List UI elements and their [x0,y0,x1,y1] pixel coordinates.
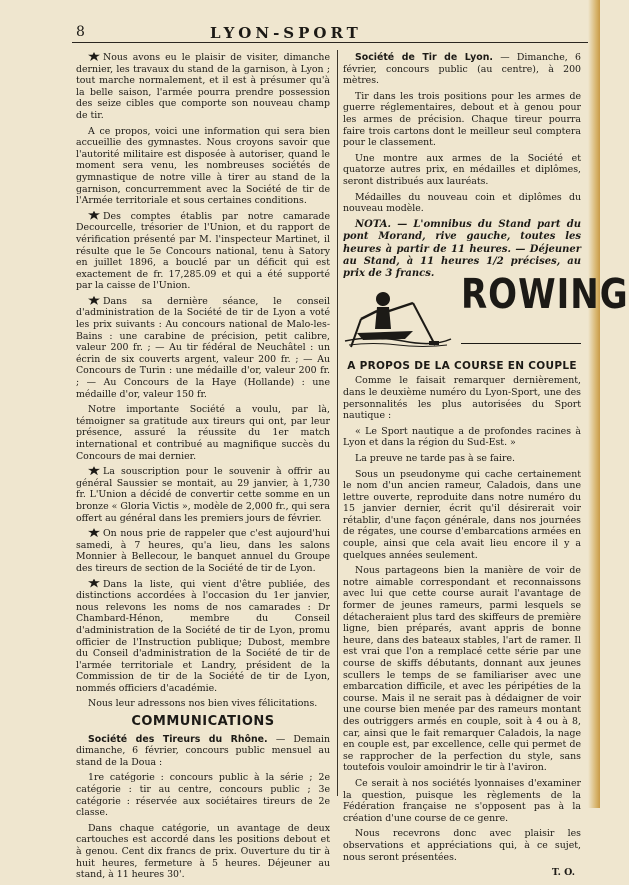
paragraph: Notre importante Société a voulu, par là, témoigner sa gratitude aux tireurs qui ont, par leur présence, assuré la réussite du 1er match international et contribué au magnifique succès du Concours de mai dernier. [76,404,330,462]
fleuron-icon [88,466,100,475]
journal-title: LYON-SPORT [210,24,362,42]
paragraph: Dans la liste, qui vient d'être publiée, des distinctions accordées à l'occasion du 1er janvier, nous relevons les noms de nos camarades : Dr Chambard-Hénon, membre du Conseil d'administration de la Société de tir de Lyon, promu officier de l'Instruction publique; Dubost, membre du Conseil d'administration de la Société de tir de l'armée territoriale et Landry, président de la Commission de tir de la Société de tir de Lyon, nommés officiers d'académie. [76,578,330,694]
fleuron-icon [88,211,100,220]
header-rule [72,42,588,43]
fleuron-icon [88,52,100,61]
rowing-banner [343,270,629,355]
paragraph: Nous avons eu le plaisir de visiter, dimanche dernier, les travaux du stand de la garnison, à Lyon ; tout marche normalement, et il est à présumer qu'à la belle saison, l'armée pourra prendre possession des seize cibles que comporte son nouveau champ de tir. [76,52,330,121]
rowing-rule [461,343,581,344]
paragraph: 1re catégorie : concours public à la série ; 2e catégorie : tir au centre, concours public ; 3e catégorie : réservée aux sociétaires tireurs de 2e classe. [76,772,330,819]
rowing-title: ROWING [461,270,629,319]
paragraph: Nous recevrons donc avec plaisir les observations et appréciations qui, à ce sujet, nous seront présentées. [343,828,581,863]
paragraph: Société de Tir de Lyon. — Dimanche, 6 février, concours public (au centre), à 200 mètres. [343,52,581,87]
paragraph: On nous prie de rappeler que c'est aujourd'hui samedi, à 7 heures, qu'a lieu, dans les salons Monnier à Bellecour, le banquet annuel du Groupe des tireurs de section de la Société de tir de Lyon. [76,528,330,574]
fleuron-icon [88,296,100,305]
paragraph: Nous leur adressons nos bien vives félicitations. [88,698,318,710]
paragraph: Médailles du nouveau coin et diplômes du nouveau modèle. [343,191,581,215]
article-signature: T. O. [551,867,575,879]
fleuron-icon [88,528,100,537]
left-column [76,52,330,885]
paragraph: Tir dans les trois positions pour les armes de guerre réglementaires, debout et à genou pour les armes de précision. Chaque tireur pourra faire trois cartons dont le meilleur seul comptera pour le classement. [343,90,581,149]
page-number: 8 [76,24,85,40]
paragraph: La preuve ne tarde pas à se faire. [355,452,515,464]
paragraph: Nous partageons bien la manière de voir de notre aimable correspondant et reconnaissons avec lui que cette course aurait l'avantage de former de jeunes rameurs, parmi lesquels se détacheraient plus tard des skiffeurs de première ligne, bien préparés, avant appris de bonne heure, dans des bateaux stables, l'art de ramer. Il est vrai que l'on a remplacé cette série par une course de skiffs débutants, donnant aux jeunes scullers le temps de se familiariser avec une embarcation difficile, et avec les péripéties de la course. Mais il ne serait pas à dédaigner de voir une course bien menée par des rameurs montant des outriggers armés en couple, soit à 4 ou à 8, car, ainsi que le fait remarquer Caladois, la nage en couple est, par excellence, celle qui permet de se rapprocher de la perfection du style, sans toutefois vouloir amoindrir le tir à l'aviron. [343,565,581,774]
paragraph: Une montre aux armes de la Société et quatorze autres prix, en médailles et diplômes, seront distribués aux lauréats. [343,152,581,187]
rower-illustration-icon [343,285,453,349]
paragraph: La souscription pour le souvenir à offrir au général Saussier se montait, au 29 janvier, à 1,730 fr. L'Union a décidé de convertir cette somme en un bronze « Gloria Victis », modèle de 2,000 fr., qui sera offert au général dans les premiers jours de février. [76,466,330,524]
paragraph: Sous un pseudonyme qui cache certainement le nom d'un ancien rameur, Caladois, dans une lettre ouverte, reproduite dans notre numéro du 15 janvier dernier, écrit qu'il désirerait voir rétablir, d'une façon générale, dans nos journées de régates, une course d'embarcations armées en couple, ainsi que cela avait lieu encore il y a quelques années seulement. [343,468,581,561]
society-title: Société des Tireurs du Rhône. [88,733,268,745]
paragraph: Comme le faisait remarquer dernièrement, dans le deuxième numéro du Lyon-Sport, une des personnalités les plus autorisées du Sport nautique : [343,375,581,422]
page-edge [588,0,600,808]
paragraph: Dans chaque catégorie, un avantage de deux cartouches est accordé dans les positions debout et à genou. Cent dix francs de prix. Ouverture du tir à huit heures, fermeture à 5 heures. Déjeuner au stand, à 11 heures 30'. [76,822,330,881]
nota-notice: NOTA. — L'omnibus du Stand part du pont Morand, rive gauche, toutes les heures à partir de 11 heures. — Déjeuner au Stand, à 11 heures 1/2 précises, au prix de 3 francs. [343,218,581,280]
paragraph: « Le Sport nautique a de profondes racines à Lyon et dans la région du Sud-Est. » [343,425,581,449]
right-column [343,52,629,879]
paragraph: Ce serait à nos sociétés lyonnaises d'examiner la question, puisque les règlements de la Fédération française ne s'opposent pas à la création d'une course de ce genre. [343,777,581,824]
paragraph: Dans sa dernière séance, le conseil d'administration de la Société de tir de Lyon a voté les prix suivants : Au concours national de Malo-les-Bains : une carabine de précision, petit calibre, valeur 200 fr. ; — Au tir fédéral de Neuchâtel : un écrin de six couverts argent, valeur 200 fr. ; — Au Concours de Turin : une médaille d'or, valeur 200 fr. ; — Au Concours de la Haye (Hollande) : une médaille d'or, valeur 150 fr. [76,295,330,400]
fleuron-icon [88,579,100,588]
society-title: Société de Tir de Lyon. [355,52,493,63]
paragraph: Des comptes établis par notre camarade Decourcelle, trésorier de l'Union, et du rapport de vérification présenté par M. l'inspecteur Martinet, il résulte que le 5e Concours national, tenu à Satory en juillet 1896, a bouclé par un déficit qui est exactement de fr. 17,285.09 et qui a été supporté par la caisse de l'Union. [76,210,330,292]
paragraph: Société des Tireurs du Rhône. — Demain dimanche, 6 février, concours public mensuel au stand de la Doua : [76,733,330,768]
column-divider [337,50,338,796]
paragraph: A ce propos, voici une information qui sera bien accueillie des gymnastes. Nous croyons savoir que l'autorité militaire est disposée à autoriser, quand le moment sera venu, les nombreuses sociétés de gymnastique de notre ville à tirer au stand de la garnison, concurremment avec la Société de tir de l'Armée territoriale et sous certaines conditions. [76,125,330,207]
article-title: A PROPOS DE LA COURSE EN COUPLE [347,359,577,372]
section-heading: COMMUNICATIONS [131,714,275,730]
page-header [0,0,600,44]
